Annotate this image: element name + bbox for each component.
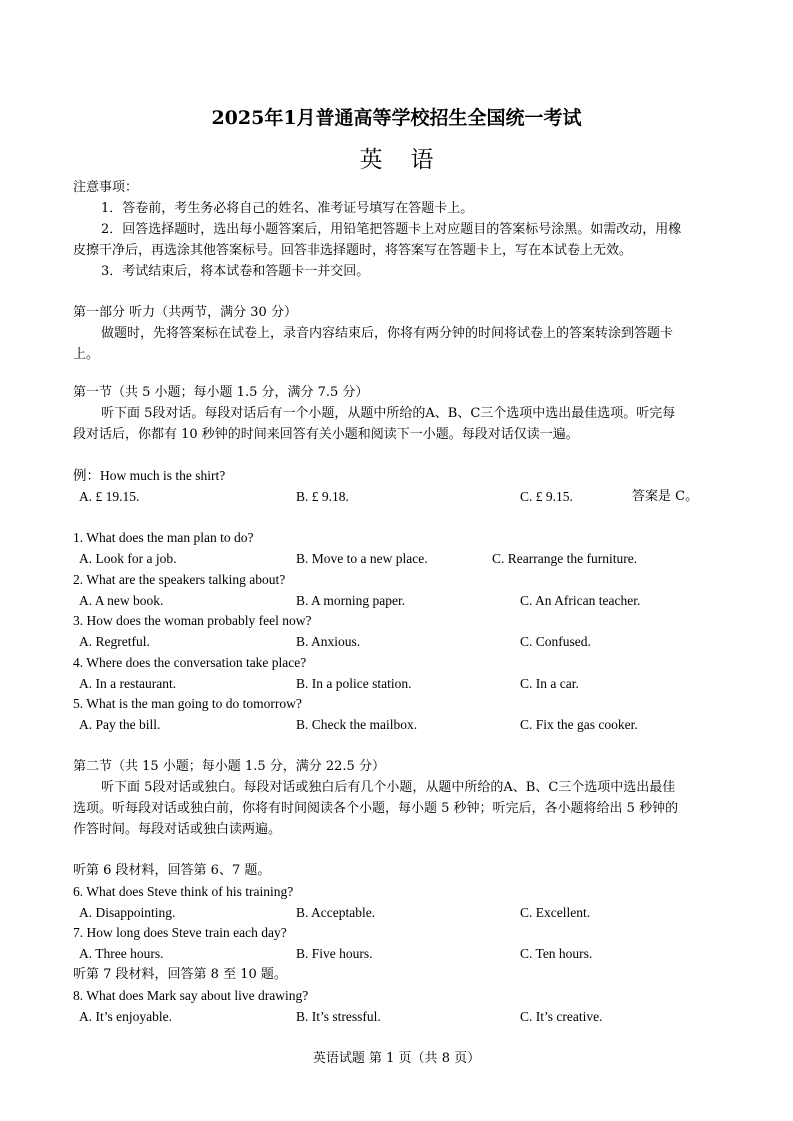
question-8-option-b: B. It’s stressful. (296, 1009, 381, 1024)
example-question: 例：How much is the shirt? (73, 468, 226, 483)
question-1-option-c: C. Rearrange the furniture. (492, 551, 638, 566)
question-2-option-a: A. A new book. (79, 593, 164, 608)
question-8-option-c: C. It’s creative. (520, 1009, 603, 1024)
example-option-c: C. £ 9.15. (520, 489, 573, 504)
question-7: 7. How long does Steve train each day? (73, 925, 287, 940)
section2-intro-line3: 作答时间。每段对话或独白读两遍。 (73, 822, 282, 837)
question-4-option-b: B. In a police station. (296, 676, 412, 691)
example-answer: 答案是 C。 (632, 489, 699, 504)
question-1: 1. What does the man plan to do? (73, 530, 254, 545)
question-6: 6. What does Steve think of his training? (73, 884, 294, 899)
note-item-2-cont: 皮擦干净后，再选涂其他答案标号。回答非选择题时，将答案写在答题卡上，写在本试卷上无效。 (73, 243, 633, 258)
section1-heading: 第一节（共 5 小题；每小题 1.5 分，满分 7.5 分） (73, 385, 369, 400)
question-6-option-b: B. Acceptable. (296, 905, 376, 920)
section2-heading: 第二节（共 15 小题；每小题 1.5 分，满分 22.5 分） (73, 759, 385, 774)
question-7-option-c: C. Ten hours. (520, 946, 593, 961)
question-4: 4. Where does the conversation take place? (73, 655, 307, 670)
question-3-option-c: C. Confused. (520, 634, 591, 649)
question-2-option-b: B. A morning paper. (296, 593, 406, 608)
question-8-option-a: A. It’s enjoyable. (79, 1009, 172, 1024)
note-item-1: 1．答卷前，考生务必将自己的姓名、准考证号填写在答题卡上。 (101, 201, 474, 216)
question-1-option-b: B. Move to a new place. (296, 551, 428, 566)
subject-title: 英语 (359, 147, 462, 173)
section1-intro-line1: 听下面 5段对话。每段对话后有一个小题，从题中所给的A、B、C三个选项中选出最佳选项。听完每 (101, 406, 676, 421)
question-2-option-c: C. An African teacher. (520, 593, 641, 608)
material-6-heading: 听第 6 段材料，回答第 6、7 题。 (73, 863, 271, 878)
question-7-option-a: A. Three hours. (79, 946, 164, 961)
question-6-option-c: C. Excellent. (520, 905, 591, 920)
section2-intro-line2: 选项。听每段对话或独白前，你将有时间阅读各个小题，每小题 5 秒钟；听完后，各小题将给出 5 秒钟的 (73, 801, 679, 816)
question-5: 5. What is the man going to do tomorrow? (73, 696, 302, 711)
exam-title: 2025年1月普通高等学校招生全国统一考试 (211, 107, 582, 129)
part1-heading: 第一部分 听力（共两节，满分 30 分） (73, 305, 297, 320)
question-5-option-c: C. Fix the gas cooker. (520, 717, 638, 732)
question-4-option-a: A. In a restaurant. (79, 676, 177, 691)
note-item-2: 2．回答选择题时，选出每小题答案后，用铅笔把答题卡上对应题目的答案标号涂黑。如需改动，用橡 (101, 222, 682, 237)
question-6-option-a: A. Disappointing. (79, 905, 176, 920)
question-7-option-b: B. Five hours. (296, 946, 373, 961)
part1-intro-line2: 上。 (73, 347, 100, 362)
question-3-option-b: B. Anxious. (296, 634, 361, 649)
question-5-option-b: B. Check the mailbox. (296, 717, 418, 732)
part1-intro-line1: 做题时，先将答案标在试卷上，录音内容结束后，你将有两分钟的时间将试卷上的答案转涂到答题卡 (101, 326, 674, 341)
example-option-a: A. £ 19.15. (79, 489, 140, 504)
question-4-option-c: C. In a car. (520, 676, 579, 691)
question-2: 2. What are the speakers talking about? (73, 572, 286, 587)
material-7-heading: 听第 7 段材料，回答第 8 至 10 题。 (73, 967, 287, 982)
note-item-3: 3．考试结束后，将本试卷和答题卡一并交回。 (101, 264, 370, 279)
example-option-b: B. £ 9.18. (296, 489, 349, 504)
page-footer: 英语试题 第 1 页（共 8 页） (312, 1051, 481, 1066)
section2-intro-line1: 听下面 5段对话或独白。每段对话或独白后有几个小题，从题中所给的A、B、C三个选项中选出最佳 (101, 780, 676, 795)
question-1-option-a: A. Look for a job. (79, 551, 177, 566)
section1-intro-line2: 段对话后，你都有 10 秒钟的时间来回答有关小题和阅读下一小题。每段对话仅读一遍。 (73, 427, 579, 442)
question-3-option-a: A. Regretful. (79, 634, 150, 649)
question-3: 3. How does the woman probably feel now? (73, 613, 312, 628)
question-5-option-a: A. Pay the bill. (79, 717, 161, 732)
question-8: 8. What does Mark say about live drawing? (73, 988, 309, 1003)
notes-heading: 注意事项： (73, 180, 139, 195)
